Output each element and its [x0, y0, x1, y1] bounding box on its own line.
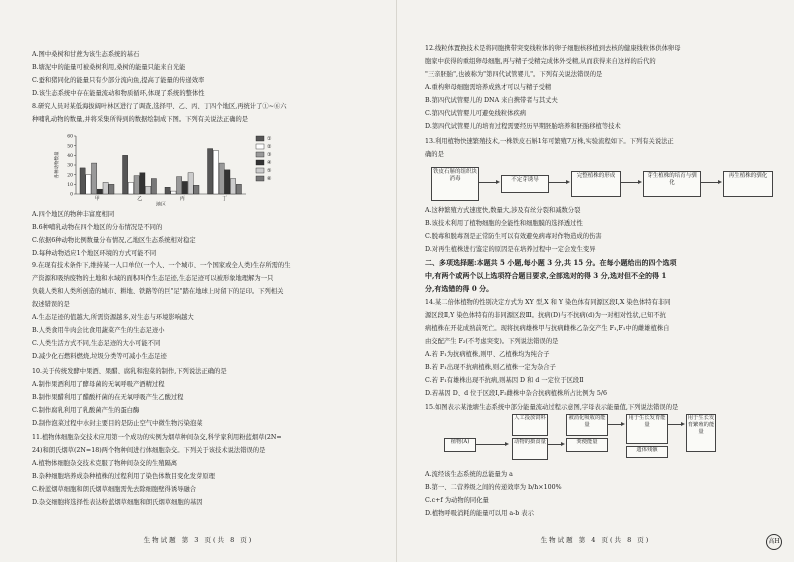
text-line: 二、多项选择题:本题共 5 小题,每小题 3 分,共 15 分。在每小题给出的四个选项 — [425, 258, 677, 267]
x-tick-label: 甲 — [94, 196, 100, 202]
q9 — [32, 259, 291, 363]
text-line: "三亲胚胎",也被称为"第四代试管婴儿"。下列有关说法错误的是 — [425, 71, 603, 78]
q10 — [32, 365, 227, 430]
energy-box: 被消化吸收的能量 — [566, 414, 608, 436]
bar — [86, 175, 91, 194]
text-line: C.蚕和猪同化的能量只有少部分流向鱼,提高了能量的传递效率 — [32, 77, 205, 84]
bar — [236, 184, 241, 194]
q7-options — [32, 48, 205, 100]
text-line: 15.如图表示某池塘生态系统中部分能量流动过程示意图,字母表示能量值,下列说法错误的是 — [425, 404, 679, 411]
option: D.制作泡菜过程中水封主要目的是防止空气中微生物污染泡菜 — [32, 420, 203, 427]
option: C.依据6种动物比例数量分布情况,乙地区生态系统相对稳定 — [32, 237, 196, 244]
text-line: 病植株在开花成熟前死亡。现将抗病雄株甲与抗病雌株乙杂交产生 F₁,F₁中的雌雄植株自 — [425, 325, 670, 332]
bar — [171, 191, 176, 194]
q15-options — [425, 468, 562, 520]
option: D.每种动物适应1个地区环境的方式可能不同 — [32, 250, 157, 257]
flow-step: 铁皮石斛的组织块消毒 — [431, 167, 479, 201]
energy-box: 粪便能量 — [566, 438, 608, 452]
x-tick-label: 丙 — [179, 196, 185, 202]
text-line: 由交配产生 F₂(不考虑突变)。下列说法错误的是 — [425, 338, 559, 345]
option: A.植物体细胞杂交技术克服了物种间杂交的生殖隔离 — [32, 460, 178, 467]
bar — [146, 186, 151, 194]
y-tick-label: 60 — [67, 134, 73, 140]
bar — [80, 168, 85, 194]
bar — [208, 149, 213, 194]
text-line: 源区段Ⅱ,Y 染色体特有的非同源区段Ⅲ。抗病(D)与不抗病(d)为一对相对性状,已知不抗 — [425, 312, 666, 319]
option: B.若 F₁出现不抗病植株,则乙植株一定为杂合子 — [425, 364, 556, 371]
bar — [140, 173, 145, 194]
option: B.第四代试管婴儿的 DNA 来自携带者与其丈夫 — [425, 97, 558, 104]
y-tick-label: 10 — [67, 182, 73, 188]
text-line: 产资源和吸纳废物的土地和水域的面积叫作生态足迹,生态足迹可以被形象地理解为一只 — [32, 275, 274, 282]
legend-swatch — [256, 144, 264, 149]
text-line: 胞家中获得的重组卵母细胞,再与精子受精完成体外受精,从而获得来自这样的后代的 — [425, 58, 656, 65]
q14 — [425, 296, 670, 400]
x-axis-label: 地区 — [155, 202, 167, 206]
text-line: 12.线粒体置换技术是将同胞携带突变线粒体的卵子细胞核移植到去核的健康线粒体供体卵母 — [425, 45, 681, 52]
legend-label: ⑤ — [267, 168, 272, 174]
legend-label: ③ — [267, 152, 272, 158]
bar — [134, 176, 139, 194]
option: B.6种哺乳动物在四个地区的分布情况是不同的 — [32, 224, 163, 231]
q11 — [32, 431, 282, 509]
q8-bar-chart — [50, 128, 300, 206]
y-tick-label: 40 — [67, 153, 73, 159]
arrow-icon — [668, 424, 682, 425]
right-page — [397, 0, 794, 562]
arrow-icon — [621, 182, 639, 183]
text-line: 14.某二倍体植物的性别决定方式为 XY 型,X 和 Y 染色体有同源区段Ⅰ,X 染色体特有非同 — [425, 299, 671, 306]
option: C.粉蓝烟草细胞和朗氏烟草细胞需先去除细胞壁得诱导融合 — [32, 486, 197, 493]
page-footer: 生物试题 第 4 页(共 8 页) — [540, 536, 651, 544]
option: A.流经该生态系统的总能量为 a — [425, 471, 513, 478]
text-line: 负载人类和人类所创造的城市、耕地、铁路等的巨"足"踏在地球上时留下的足印。下列相关 — [32, 288, 284, 295]
q13-flowchart — [427, 167, 777, 201]
option: B.人类食用牛肉会比食用蔬菜产生的生态足迹小 — [32, 327, 165, 334]
arrow-icon — [548, 444, 562, 445]
text-line: 11.植物体细胞杂交技术应用第一个成功的实例为烟草种间杂交,科学家利用粉蓝烟草(2N= — [32, 434, 282, 441]
bar — [128, 182, 133, 194]
q8-options — [32, 208, 196, 260]
bar-chart-svg — [50, 128, 300, 206]
option: D.杂交细胞将选择性表达粉蓝烟草细胞和朗氏烟草细胞的基因 — [32, 499, 203, 506]
option: C.人类生活方式不同,生态足迹的大小可能不同 — [32, 340, 161, 347]
text-line: 10.关于传统发酵中果酒、果醋、腐乳和泡菜的制作,下列说法正确的是 — [32, 368, 227, 375]
legend-swatch — [256, 160, 264, 165]
option: D.若基因 D、d 位于区段Ⅰ,F₂雌株中杂合抗病植株所占比例为 5/6 — [425, 390, 607, 397]
flow-step: 完整植株的形成 — [571, 171, 621, 197]
arrow-icon — [608, 424, 622, 425]
section-2-heading — [425, 256, 677, 295]
bar — [213, 151, 218, 195]
arrow-icon — [479, 182, 497, 183]
option: A.生态足迹的值越大,所需资源越多,对生态与环境影响越大 — [32, 314, 194, 321]
legend-swatch — [256, 152, 264, 157]
q13-stem — [425, 135, 674, 161]
legend-label: ② — [267, 144, 272, 150]
q13-options — [425, 204, 602, 256]
legend-swatch — [256, 136, 264, 141]
arrow-icon — [549, 182, 567, 183]
option: A.重构卵母细胞需培养成熟才可以与精子受精 — [425, 84, 552, 91]
q8-stem — [32, 100, 287, 126]
y-tick-label: 50 — [67, 144, 73, 150]
q15-stem — [425, 401, 678, 414]
option: D.减少化石燃料燃烧,垃圾分类等可减小生态足迹 — [32, 353, 167, 360]
text-line: 中,有两个或两个以上选项符合题目要求,全部选对的得 3 分,选对但不全的得 1 — [425, 271, 667, 280]
bar — [109, 184, 114, 194]
x-tick-label: 丁 — [222, 196, 228, 202]
q15-energy-diagram — [432, 414, 772, 474]
energy-box: 用于生长发育能量 — [626, 414, 668, 444]
option: C.c+f 为动物的同化量 — [425, 497, 489, 504]
text-line: 8.研究人员对某低海拔阔叶林区进行了调查,选择甲、乙、丙、丁四个地区,再统计了①~⑥六 — [32, 103, 287, 110]
bar — [123, 155, 128, 194]
option: A.制作果酒利用了酵母菌的无氧呼吸产酒精过程 — [32, 381, 165, 388]
option: C.制作腐乳利用了乳酸菌产生的蛋白酶 — [32, 407, 140, 414]
bar — [92, 163, 97, 194]
text-line: D.该生态系统中存在能量流动和物质循环,体现了系统的整体性 — [32, 90, 205, 97]
y-tick-label: 20 — [67, 173, 73, 179]
legend-label: ① — [267, 136, 272, 142]
text-line: 确的是 — [425, 151, 444, 158]
bar — [151, 179, 156, 194]
bar — [188, 173, 193, 194]
text-line: A.图中桑树和甘蔗为该生态系统的基石 — [32, 51, 140, 58]
q12 — [425, 42, 681, 133]
bar — [231, 179, 236, 194]
bar — [225, 170, 230, 194]
bar — [182, 181, 187, 194]
energy-box: 植物(A) — [444, 438, 476, 452]
option: A.这种繁殖方式速度快,数量大,涉及有丝分裂和减数分裂 — [425, 207, 581, 214]
text-line: 叙述错误的是 — [32, 301, 70, 308]
text-line: 分,有选错的得 0 分。 — [425, 284, 494, 293]
flow-step: 再生植株的驯化 — [723, 171, 773, 197]
y-axis-label: 各种动物数量 — [55, 151, 60, 179]
y-tick-label: 0 — [70, 192, 73, 198]
bar — [177, 177, 182, 194]
text-line: 13.利用植物快速繁殖技术,一株铁皮石斛1年可繁殖7万株,实验流程如下。下列有关说法正 — [425, 138, 674, 145]
option: B.该技术利用了植物细胞的全能性和细胞膜的选择透过性 — [425, 220, 583, 227]
option: C.若 F₁有雄株出现不抗病,则基因 D 和 d 一定位于区段Ⅱ — [425, 377, 584, 384]
energy-box: 遗体残骸 — [626, 446, 668, 458]
bar — [219, 163, 224, 194]
option: C.第四代试管婴儿可避免线粒体疾病 — [425, 110, 527, 117]
bar — [97, 189, 102, 194]
option: D.植物呼吸消耗的能量可以用 a-b 表示 — [425, 510, 534, 517]
option: B.制作果醋利用了醋酸杆菌的在无氧呼吸产生乙酸过程 — [32, 394, 184, 401]
publisher-logo: 高H — [766, 534, 782, 550]
flow-step: 芽生植株的培育与驯化 — [643, 171, 701, 197]
arrow-icon — [476, 444, 506, 445]
x-tick-label: 乙 — [137, 196, 143, 202]
text-line: 9.在现有技术条件下,维持某一人口单位(一个人、一个城市、一个国家或全人类)生存所需的生 — [32, 262, 291, 269]
arrow-icon — [701, 182, 719, 183]
page-footer: 生物试题 第 3 页(共 8 页) — [143, 536, 254, 544]
legend-swatch — [256, 168, 264, 173]
bar — [103, 182, 108, 194]
option: D.第四代试管婴儿的培育过程需要经历早期胚胎培养和胚胎移植等技术 — [425, 123, 621, 130]
text-line: 种哺乳动物的数量,并将采集所得到的数据绘制成下图。下列有关说法正确的是 — [32, 116, 249, 123]
bar — [165, 187, 170, 194]
text-line: B.塘泥中的能量可被桑树利用,桑树的能量只能来自光能 — [32, 64, 186, 71]
energy-box: 人工投放饲料 — [512, 414, 548, 436]
legend-label: ⑥ — [267, 176, 272, 182]
legend-label: ④ — [267, 160, 272, 166]
bar — [194, 185, 199, 194]
energy-box: 动物的摄食量 — [512, 438, 548, 460]
flow-step: 不定芽诱导 — [501, 175, 549, 193]
legend-swatch — [256, 176, 264, 181]
text-line: 24)和朗氏烟草(2N=18)两个物种间进行体细胞杂交。下列关于该技术说法错误的是 — [32, 447, 266, 454]
option: B.第一、二营养级之间的传递效率为 b/h×100% — [425, 484, 562, 491]
option: A.四个地区的物种丰富度相同 — [32, 211, 115, 218]
y-tick-label: 30 — [67, 163, 73, 169]
option: B.杂种细胞培养成杂种植株的过程利用了染色体数目变化发芽原理 — [32, 473, 215, 480]
option: A.若 F₁为抗病植株,则甲、乙植株均为纯合子 — [425, 351, 550, 358]
energy-box: 用于生长发育繁殖的能量 — [686, 414, 716, 452]
option: C.脱毒和脱毒剂是正常防生可以有效避免病毒对作物造成的伤害 — [425, 233, 602, 240]
option: D.对再生植株进行鉴定的原因是在培养过程中一定会发生变异 — [425, 246, 596, 253]
